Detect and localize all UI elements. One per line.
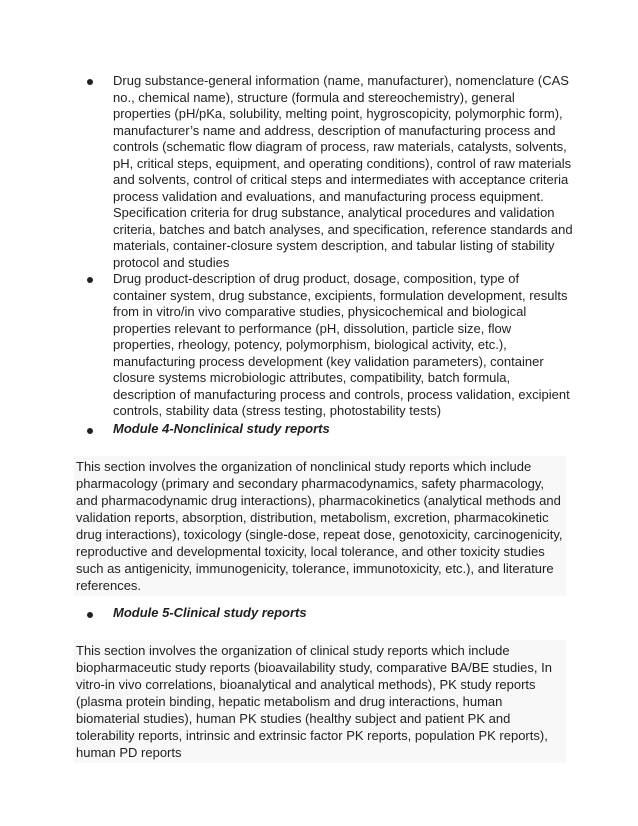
bullet-icon [87, 428, 93, 434]
module5-heading-list [84, 605, 574, 622]
module4-paragraph: This section involves the organization of nonclinical study reports which include pharmacology (primary and secondary pharmacodynamics, safety pharmacology, and pharmacodynamic drug interactions), pharmacokinetics (analytical methods and validation reports, absorption, distribution, metabolism, excretion, pharmacokinetic drug interactions), toxicology (single-dose, repeat dose, genotoxicity, carcinogenicity, reproductive and developmental toxicity, local tolerance, and other toxicity studies such as antigenicity, immunogenicity, tolerance, immunotoxicity, etc.), and literature references. [74, 456, 566, 596]
bullet-list-quality [84, 73, 574, 420]
list-item-text: Drug substance-general information (name, manufacturer), nomenclature (CAS no., chemical name), structure (formula and stereochemistry), general properties (pH/pKa, solubility, melting point, hygroscopicity, polymorphic form), manufacturer’s name and address, description of manufacturing process and controls (schematic flow diagram of process, raw materials, catalysts, solvents, pH, critical steps, equipment, and operating conditions), control of raw materials and solvents, control of critical steps and intermediates with acceptance criteria process validation and evaluations, and manufacturing process equipment. Specification criteria for drug substance, analytical procedures and validation criteria, batches and batch analyses, and specification, reference standards and materials, container-closure system description, and tabular listing of stability protocol and studies [113, 73, 573, 270]
bullet-icon [87, 277, 93, 283]
bullet-icon [87, 612, 93, 618]
list-item [84, 271, 574, 420]
list-item-text: Drug product-description of drug product, dosage, composition, type of container system, drug substance, excipients, formulation development, results from in vitro/in vivo comparative studies, physicochemical and biological properties relevant to performance (pH, dissolution, particle size, flow properties, rheology, potency, polymorphism, biological activity, etc.), manufacturing process development (key validation parameters), container closure systems microbiologic attributes, compatibility, batch formula, description of manufacturing process and controls, process validation, excipient controls, stability data (stress testing, photostability tests) [113, 271, 570, 418]
module5-paragraph: This section involves the organization of clinical study reports which include biopharmaceutic study reports (bioavailability study, comparative BA/BE studies, In vitro-in vivo correlations, bioanalytical and analytical methods), PK study reports (plasma protein binding, hepatic metabolism and drug interactions, human biomaterial studies), human PK studies (healthy subject and patient PK and tolerability reports, intrinsic and extrinsic factor PK reports, population PK reports), human PD reports [74, 640, 566, 763]
module4-heading-list [84, 421, 574, 438]
list-item [84, 73, 574, 271]
module5-heading: Module 5-Clinical study reports [113, 605, 307, 620]
list-item [84, 605, 574, 622]
bullet-icon [87, 79, 93, 85]
list-item [84, 421, 574, 438]
module4-heading: Module 4-Nonclinical study reports [113, 421, 330, 436]
